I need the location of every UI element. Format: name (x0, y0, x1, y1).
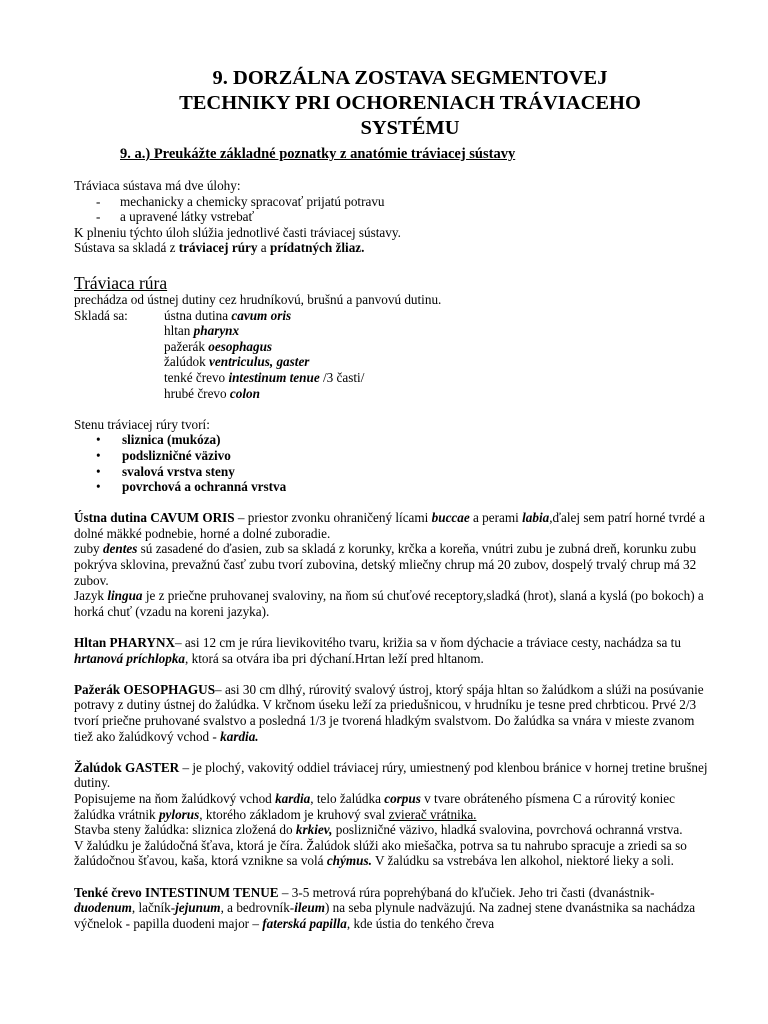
paragraph: prechádza od ústnej dutiny cez hrudníkovú, brušnú a panvovú dutinu. (74, 291, 442, 307)
paragraph-hltan: Hltan PHARYNX– asi 12 cm je rúra lievikovitého tvaru, križia sa v ňom dýchacie a tráviace cesty, nachádza sa tu hrtanová príchlopka, ktorá sa otvára iba pri dýchaní.Hrtan leží pred hltanom. (74, 635, 681, 666)
list-item: • podslizničné väzivo (96, 447, 231, 463)
paragraph: Popisujeme na ňom žalúdkový vchod kardia, telo žalúdka corpus v tvare obráteného písmena C a rúrovitý koniec žalúdka vrátnik pylorus, ktorého základom je kruhový sval zvierač vrátnika. (74, 790, 676, 822)
wall-layers-list (74, 432, 714, 494)
list-item: ústna dutina cavum oris (164, 307, 292, 323)
title-line: SYSTÉMU (360, 117, 460, 139)
paragraph: zuby dentes sú zasadené do ďasien, zub sa skladá z korunky, krčka a koreňa, vnútri zubu je zubná dreň, korunku zubu pokrýva sklovina, prevažnú časť zubu tvorí zubovina, detský mliečny chrup má 20 zubov, dospelý trvalý chrup má 32 zubov. (74, 541, 697, 588)
list-item: hltan pharynx (164, 323, 240, 339)
list-item: - a upravené látky vstrebať (96, 209, 255, 225)
section-subtitle: 9. a.) Preukážte základné poznatky z anatómie tráviacej sústavy (120, 146, 516, 162)
list-item: žalúdok ventriculus, gaster (164, 354, 310, 370)
list-item: pažerák oesophagus (164, 338, 273, 354)
list-item: tenké črevo intestinum tenue /3 časti/ (164, 369, 365, 385)
paragraph: Jazyk lingua je z priečne pruhovanej svaloviny, na ňom sú chuťové receptory,sladká (hrot), slaná a kyslá (po bokoch) a horká chuť (vzadu na koreni jazyka). (74, 588, 704, 619)
parts-list (74, 308, 714, 402)
title-line: 9. DORZÁLNA ZOSTAVA SEGMENTOVEJ (212, 67, 608, 89)
page-title (100, 66, 720, 141)
title-line: TECHNIKY PRI OCHORENIACH TRÁVIACEHO (179, 92, 641, 114)
paragraph-pazerak: Pažerák OESOPHAGUS– asi 30 cm dlhý, rúrovitý svalový ústroj, ktorý spája hltan so žalúdkom a slúži na posúvanie potravy z dutiny ústnej do žalúdka. V krčnom úseku leží za priedušnicou, v hrudníku je tesne pred chrbticou. Prvé 2/3 tvorí priečne pruhované svalstvo a posledná 1/3 je tvorená hladkým svalstvom. Do žalúdka sa vnára v mieste zvanom tiež ako žalúdkový vchod - kardia. (74, 681, 704, 744)
document-body (74, 178, 714, 931)
list-item: • sliznica (mukóza) (96, 432, 221, 448)
paragraph-zaludok: Žalúdok GASTER – je plochý, vakovitý oddiel tráviacej rúry, umiestnený pod klenbou bránice v hornej tretine brušnej dutiny. (74, 759, 708, 791)
intro-text: Tráviaca sústava má dve úlohy: (74, 178, 241, 193)
list-item: - mechanicky a chemicky spracovať prijatú potravu (96, 193, 385, 209)
list-item: • povrchová a ochranná vrstva (96, 479, 287, 495)
intro-text: Sústava sa skladá z tráviacej rúry a prídatných žliaz. (74, 240, 365, 256)
paragraph-tenke-crevo: Tenké črevo INTESTINUM TENUE – 3-5 metrová rúra poprehýbaná do kľučiek. Jeho tri časti (dvanástnik-duodenum, lačník-jejunum, a bedrovník-ileum) na seba plynule nadväzujú. Na zadnej stene dvanástnika sa nachádza výčnelok - papilla duodeni major – faterská papilla, kde ústia do tenkého čreva (74, 884, 696, 931)
section-heading: Tráviaca rúra (74, 272, 168, 293)
paragraph: Stavba steny žalúdka: sliznica zložená do krkiev, poslizničné väzivo, hladká svalovina, povrchová ochranná vrstva. (74, 822, 683, 838)
list-item: • svalová vrstva steny (96, 463, 235, 479)
intro-text: K plneniu týchto úloh slúžia jednotlivé časti tráviacej sústavy. (74, 224, 401, 240)
list-item: hrubé črevo colon (164, 385, 260, 401)
paragraph: V žalúdku je žalúdočná šťava, ktorá je číra. Žalúdok slúži ako miešačka, potrva sa tu nahrubo spracuje a zriedi sa so žalúdočnou šťavou, kaša, ktorá vznikne sa volá chýmus. V žalúdku sa vstrebáva len alkohol, niektoré lieky a soli. (74, 837, 687, 869)
paragraph-ustna-dutina: Ústna dutina CAVUM ORIS – priestor zvonku ohraničený lícami buccae a perami labia,ďalej sem patrí horné tvrdé a dolné mäkké podnebie, horné a dolné zuboradie. (74, 510, 705, 541)
parts-label: Skladá sa: (74, 307, 128, 323)
paragraph: Stenu tráviacej rúry tvorí: (74, 416, 210, 432)
